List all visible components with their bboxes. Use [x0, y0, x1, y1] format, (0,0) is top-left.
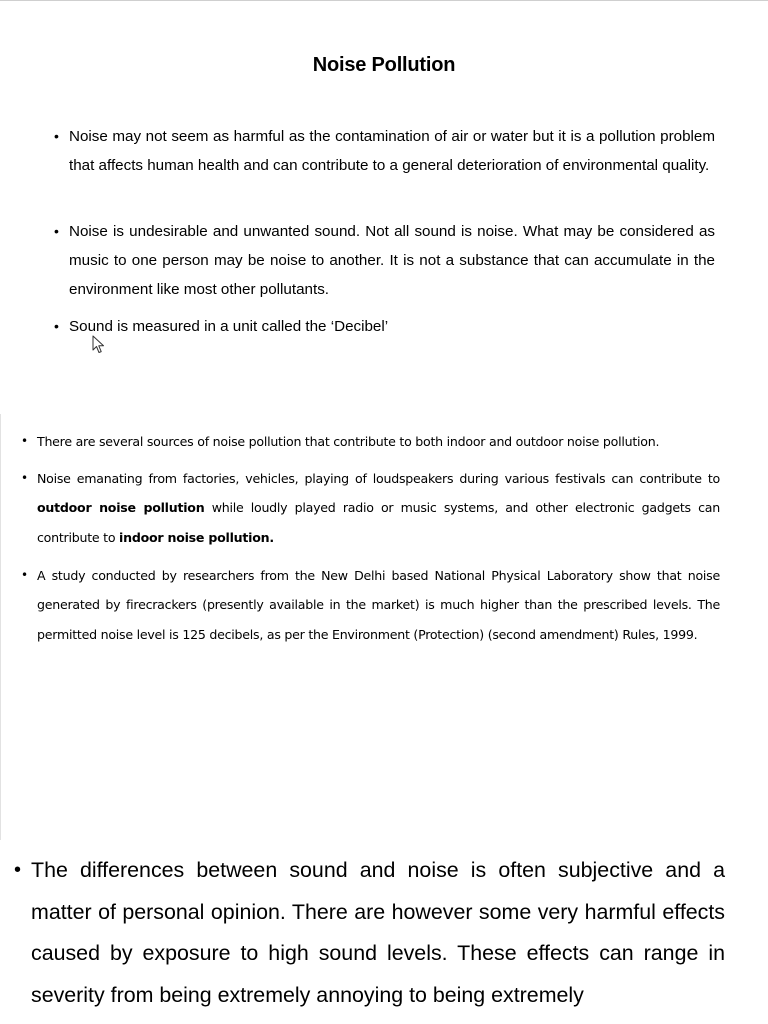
bullet-item [14, 850, 725, 1016]
bullet-dot-icon: • [21, 471, 28, 485]
bullet-text: Noise is undesirable and unwanted sound. Not all sound is noise. What may be considered as music to one person may be noise to another. It is not a substance that can accumulate in the environment like most other pollutants. [69, 223, 715, 298]
bullet-dot-icon: • [54, 318, 59, 334]
slide-edge-divider [0, 414, 1, 840]
bullet-dot-icon: • [21, 568, 28, 582]
bullet-text: There are several sources of noise pollution that contribute to both indoor and outdoor noise pollution. [37, 434, 660, 449]
bullet-dot-icon: • [14, 859, 22, 881]
mouse-pointer-icon [92, 335, 106, 355]
bullet-dot-icon: • [54, 223, 59, 239]
bullet-item [54, 217, 715, 304]
bullet-emphasis-indoor: indoor noise pollution. [119, 529, 274, 545]
bullet-text: Noise may not seem as harmful as the contamination of air or water but it is a pollution problem that affects human health and can contribute to a general deterioration of environmental quality. [69, 128, 715, 174]
bullet-text: Sound is measured in a unit called the ‘Decibel’ [69, 318, 389, 335]
bullet-text-part: Noise emanating from factories, vehicles, playing of loudspeakers during various festivals can contribute to [37, 471, 720, 486]
bullet-text: The differences between sound and noise is often subjective and a matter of personal opinion. There are however some very harmful effects caused by exposure to high sound levels. These effects can range in severity from being extremely annoying to being extremely [31, 858, 725, 1007]
bullet-item [21, 464, 720, 552]
bullet-item [21, 561, 720, 649]
bullet-text: A study conducted by researchers from the New Delhi based National Physical Laboratory show that noise generated by firecrackers (presently available in the market) is much higher than the prescribed levels. The permitted noise level is 125 decibels, as per the Environment (Protection) (second amendment) Rules, 1999. [37, 568, 720, 642]
slide-title: Noise Pollution [312, 54, 456, 76]
slide-sound-vs-noise [0, 846, 768, 1024]
slide-noise-pollution-intro [0, 0, 768, 400]
bullet-emphasis-outdoor: outdoor noise pollution [37, 500, 205, 516]
bullet-dot-icon: • [54, 128, 59, 144]
bullet-dot-icon: • [21, 434, 28, 448]
slide-noise-sources [0, 414, 768, 840]
bullet-item [54, 122, 715, 180]
bullet-item [21, 427, 720, 456]
bullet-text-part: while loudly played radio or music systems, and other electronic gadgets can contribute to [37, 500, 720, 545]
bullet-item [54, 312, 715, 341]
